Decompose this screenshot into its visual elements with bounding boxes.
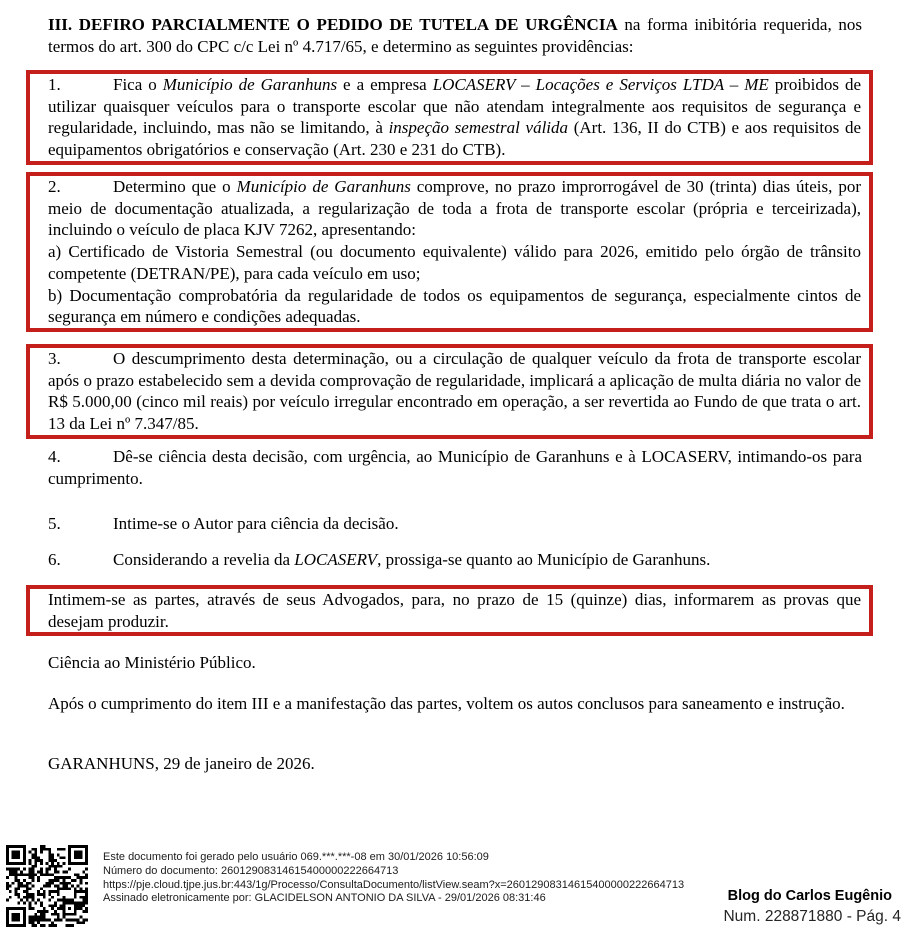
item-3-text [48,349,861,433]
text-segment: LOCASERV – Locações e Serviços LTDA – ME [432,75,769,94]
text-segment: LOCASERV [294,550,378,569]
item-1-text [48,75,861,159]
page-number-reference: Num. 228871880 - Pág. 4 [723,908,901,925]
item-4-number: 4. [48,447,61,466]
paragraph-item-6 [48,549,862,571]
paragraph-ministerio-publico: Ciência ao Ministério Público. [48,653,256,672]
paragraph-place-date: GARANHUNS, 29 de janeiro de 2026. [48,754,315,773]
highlight-box-1 [26,70,873,165]
item-1-number: 1. [48,75,61,94]
paragraph-autos-conclusos: Após o cumprimento do item III e a manifestação das partes, voltem os autos conclusos para saneamento e instrução. [48,694,845,713]
paragraph-item-2b: b) Documentação comprobatória da regularidade de todos os equipamentos de segurança, especialmente cintos de segurança em número e condições adequadas. [48,285,861,327]
item-5-text [113,514,399,533]
paragraph-item-4 [48,446,862,489]
text-segment: Município de Garanhuns [162,75,338,94]
highlight-box-3 [26,344,873,439]
item-2-number: 2. [48,177,61,196]
text-segment: e a empresa [337,75,433,94]
section-heading [48,14,862,57]
item-2-text [48,177,861,239]
paragraph-item-1 [48,74,861,161]
item-3-number: 3. [48,349,61,368]
footer-generated-line: Este documento foi gerado pelo usuário 069.***.***-08 em 30/01/2026 10:56:09 [103,851,489,863]
paragraph-item-5 [48,513,862,535]
item-6-number: 6. [48,550,61,569]
text-segment: Dê-se ciência desta decisão, com urgência, ao Município de Garanhuns e à LOCASERV, intimando-os para cumprimento. [48,447,862,488]
text-segment: Intime-se o Autor para ciência da decisão. [113,514,399,533]
text-segment: comprove, no prazo improrrogável de 30 (trinta) dias úteis, por meio de documentação atualizada, a regularização de toda a frota de transporte escolar (própria e terceirizada), incluindo o veículo de placa KJV 7262, apresentando: [48,177,861,240]
paragraph-item-3 [48,348,861,435]
highlight-box-2 [26,172,873,332]
footer-metadata [103,851,743,906]
text-segment: Fica o [113,75,163,94]
text-segment: Município de Garanhuns [236,177,411,196]
blog-watermark: Blog do Carlos Eugênio [727,888,892,904]
item-6-text [113,550,710,569]
heading-bold-text: III. DEFIRO PARCIALMENTE O PEDIDO DE TUTELA DE URGÊNCIA [48,15,618,34]
text-segment: O descumprimento desta determinação, ou a circulação de qualquer veículo da frota de transporte escolar após o prazo estabelecido sem a devida comprovação de regularidade, implicará a aplicação de multa diária no valor de R$ 5.000,00 (cinco mil reais) por veículo irregular encontrado em operação, a ser revertida ao Fundo de que trata o art. 13 da Lei nº 7.347/85. [48,349,861,434]
paragraph-item-2a: a) Certificado de Vistoria Semestral (ou documento equivalente) válido para 2026, emitido pelo órgão de trânsito competente (DETRAN/PE), para cada veículo em uso; [48,242,861,283]
paragraph-intimation: Intimem-se as partes, através de seus Advogados, para, no prazo de 15 (quinze) dias, informarem as provas que desejam produzir. [48,590,861,631]
paragraph-item-2 [48,176,861,241]
text-segment: inspeção semestral válida [388,118,569,138]
footer-url-line: https://pje.cloud.tjpe.jus.br:443/1g/Processo/ConsultaDocumento/listView.seam?x=26012908314615400000222664713 [103,878,685,891]
qr-code [6,845,88,927]
item-5-number: 5. [48,514,61,533]
text-segment: (Art. 136, II do CTB) e aos requisitos de equipamentos obrigatórios e conservação (Art. 230 e 231 do CTB). [48,118,861,160]
text-segment: , prossiga-se quanto ao Município de Garanhuns. [377,550,711,569]
item-4-text [48,447,862,488]
text-segment: Determino que o [113,177,237,196]
highlight-box-4 [26,585,873,636]
text-segment: proibidos de utilizar quaisquer veículos para o transporte escolar que não atendam integralmente aos requisitos de segurança e regularidade, incluindo, mas não se limitando, à [48,75,862,138]
text-segment: Considerando a revelia da [113,550,295,569]
footer-signature-line: Assinado eletronicamente por: GLACIDELSON ANTONIO DA SILVA - 29/01/2026 08:31:46 [103,892,546,905]
footer-document-number-line: Número do documento: 26012908314615400000222664713 [103,864,399,877]
heading-rest-text: na forma inibitória requerida, nos termos do art. 300 do CPC c/c Lei nº 4.717/65, e determino as seguintes providências: [48,15,862,56]
